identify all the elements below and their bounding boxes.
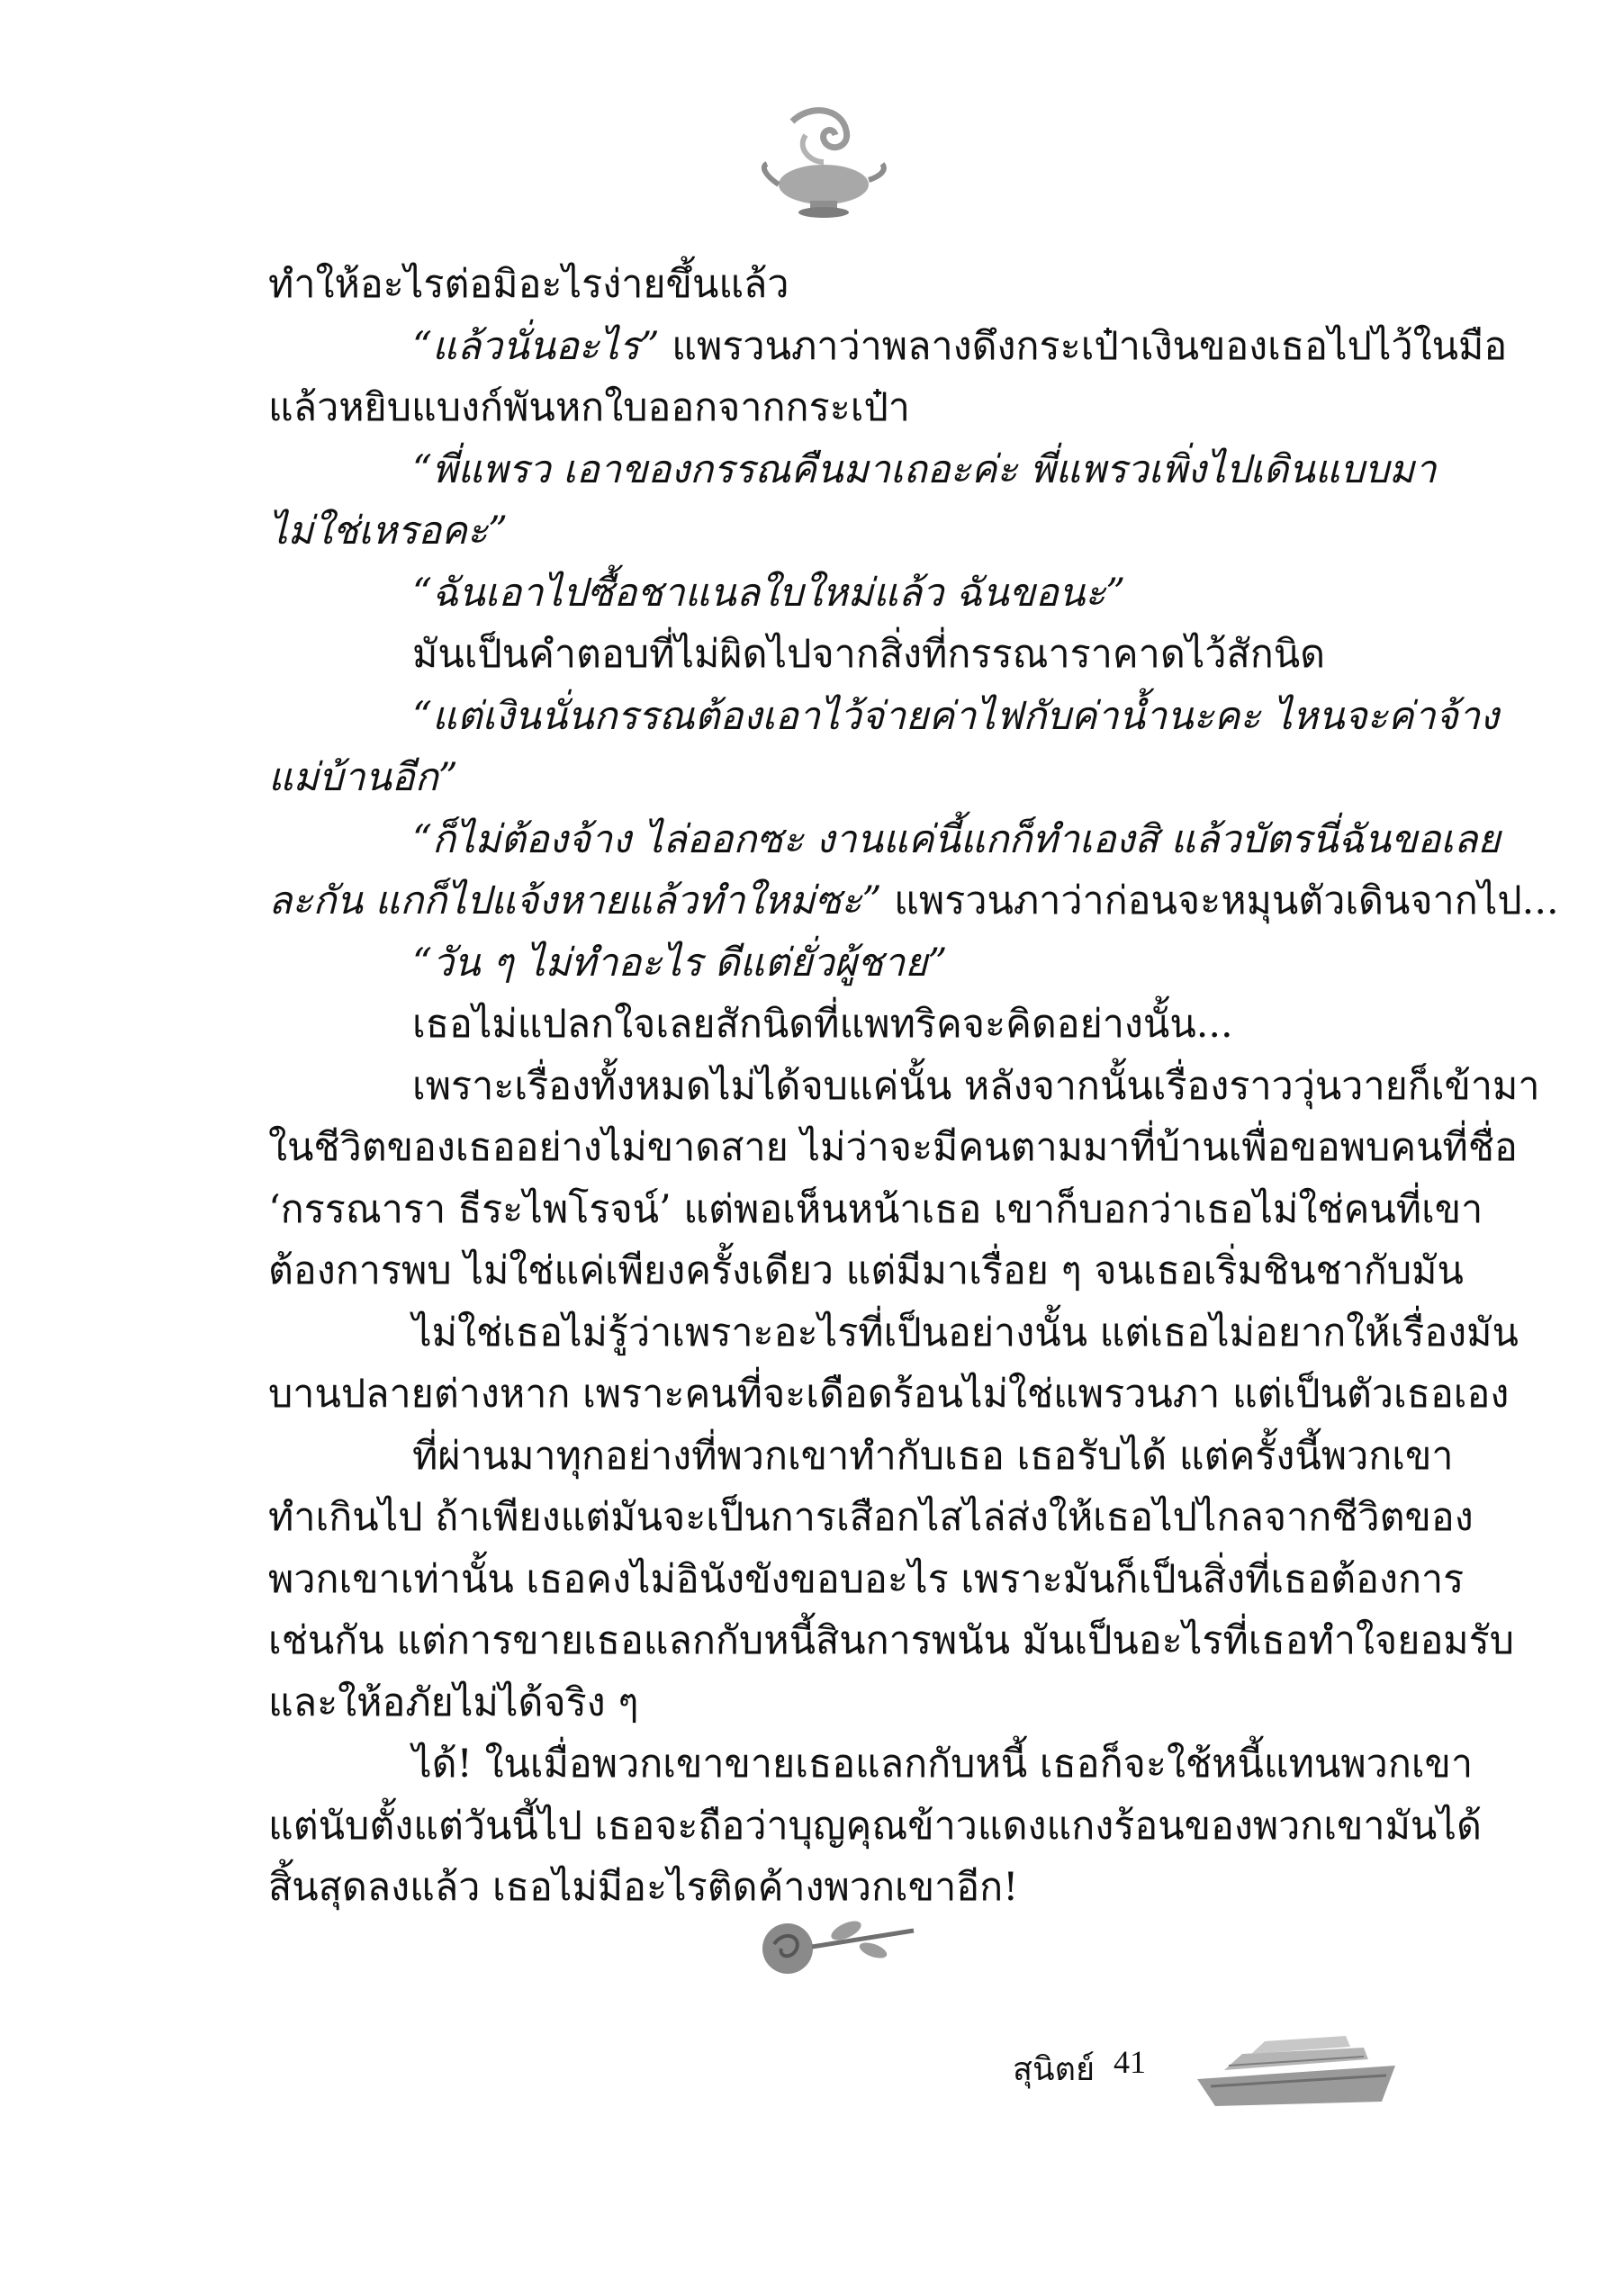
text-line	[268, 1487, 1474, 1549]
cruise-ship-icon	[1188, 2016, 1404, 2124]
narration-text: ทำเกินไป ถ้าเพียงแต่มันจะเป็นการเสือกไสไล่ส่งให้เธอไปไกลจากชีวิตของ	[268, 1495, 1474, 1540]
text-line	[268, 439, 1437, 501]
text-line	[268, 1549, 1465, 1611]
narration-text: ทำให้อะไรต่อมิอะไรง่ายขึ้นแล้ว	[268, 262, 789, 307]
narration-text: แพรวนภาว่าก่อนจะหมุนตัวเดินจากไป...	[881, 878, 1559, 923]
text-line	[268, 932, 1393, 995]
narration-text: เช่นกัน แต่การขายเธอแลกกับหนี้สินการพนัน มันเป็นอะไรที่เธอทำใจยอมรับ	[268, 1618, 1514, 1663]
text-line	[268, 1117, 1518, 1179]
genie-lamp-icon	[756, 99, 891, 225]
dialogue-text: ไม่ใช่เหรอคะ”	[268, 509, 508, 554]
text-line	[268, 809, 1501, 871]
text-line	[268, 1364, 1510, 1426]
narration-text: ไม่ใช่เธอไม่รู้ว่าเพราะอะไรที่เป็นอย่างนั้น แต่เธอไม่อยากให้เรื่องมัน	[412, 1310, 1519, 1355]
text-line	[268, 1240, 1464, 1302]
text-line	[268, 1796, 1482, 1858]
narration-text: มันเป็นคำตอบที่ไม่ผิดไปจากสิ่งที่กรรณาราคาดไว้สักนิด	[412, 632, 1326, 677]
page-number: 41	[1114, 2044, 1146, 2080]
text-line	[268, 1426, 1454, 1488]
text-line	[268, 994, 1393, 1056]
text-line	[268, 624, 1393, 686]
dialogue-text: “วัน ๆ ไม่ทำอะไร ดีแต่ยั่วผู้ชาย”	[412, 940, 948, 986]
dialogue-text: “แต่เงินนั่นกรรณต้องเอาไว้จ่ายค่าไฟกับค่าน้ำนะคะ ไหนจะค่าจ้าง	[412, 693, 1500, 739]
text-line	[268, 1733, 1474, 1796]
text-line	[268, 500, 1393, 563]
narration-text: แล้วหยิบแบงก์พันหกใบออกจากกระเป๋า	[268, 385, 910, 430]
dialogue-text: “แล้วนั่นอะไร”	[412, 323, 660, 369]
rose-icon	[747, 1904, 918, 1989]
dialogue-text: “พี่แพรว เอาของกรรณคืนมาเถอะค่ะ พี่แพรวเพิ่งไปเดินแบบมา	[412, 446, 1437, 492]
text-line	[268, 686, 1500, 748]
dialogue-text: ละกัน แกก็ไปแจ้งหายแล้วทำใหม่ซะ”	[268, 878, 882, 923]
text-line	[268, 1302, 1519, 1364]
body-text	[268, 254, 1559, 1919]
narration-text: ‘กรรณารา ธีระไพโรจน์’ แต่พอเห็นหน้าเธอ เขาก็บอกว่าเธอไม่ใช่คนที่เขา	[268, 1186, 1483, 1232]
narration-text: สิ้นสุดลงแล้ว เธอไม่มีอะไรติดค้างพวกเขาอีก!	[268, 1865, 1019, 1910]
narration-text: ในชีวิตของเธออย่างไม่ขาดสาย ไม่ว่าจะมีคนตามมาที่บ้านเพื่อขอพบคนที่ชื่อ	[268, 1125, 1518, 1170]
narration-text: ที่ผ่านมาทุกอย่างที่พวกเขาทำกับเธอ เธอรับได้ แต่ครั้งนี้พวกเขา	[412, 1433, 1454, 1479]
text-line	[268, 254, 1393, 316]
narration-text: ได้! ในเมื่อพวกเขาขายเธอแลกกับหนี้ เธอก็จะใช้หนี้แทนพวกเขา	[412, 1742, 1474, 1787]
narration-text: เธอไม่แปลกใจเลยสักนิดที่แพทริคจะคิดอย่างนั้น...	[412, 1002, 1233, 1047]
narration-text: ต้องการพบ ไม่ใช่แค่เพียงครั้งเดียว แต่มีมาเรื่อย ๆ จนเธอเริ่มชินชากับมัน	[268, 1248, 1464, 1293]
text-line	[268, 1179, 1483, 1241]
text-line	[268, 1056, 1540, 1118]
text-line	[268, 870, 1559, 932]
text-line	[268, 316, 1508, 378]
text-line	[268, 1672, 1393, 1734]
narration-text: เพราะเรื่องทั้งหมดไม่ได้จบแค่นั้น หลังจากนั้นเรื่องราววุ่นวายก็เข้ามา	[412, 1063, 1540, 1109]
narration-text: พวกเขาเท่านั้น เธอคงไม่อินังขังขอบอะไร เพราะมันก็เป็นสิ่งที่เธอต้องการ	[268, 1556, 1465, 1602]
narration-text: แต่นับตั้งแต่วันนี้ไป เธอจะถือว่าบุญคุณข้าวแดงแกงร้อนของพวกเขามันได้	[268, 1803, 1482, 1849]
text-line	[268, 563, 1393, 625]
narration-text: และให้อภัยไม่ได้จริง ๆ	[268, 1679, 639, 1725]
dialogue-text: “ก็ไม่ต้องจ้าง ไล่ออกซะ งานแค่นี้แกก็ทำเองสิ แล้วบัตรนี่ฉันขอเลย	[412, 816, 1501, 862]
footer-author: สุนิตย์	[1013, 2051, 1096, 2088]
dialogue-text: แม่บ้านอีก”	[268, 755, 458, 800]
narration-text: บานปลายต่างหาก เพราะคนที่จะเดือดร้อนไม่ใช่แพรวนภา แต่เป็นตัวเธอเอง	[268, 1372, 1510, 1417]
text-line	[268, 1610, 1514, 1672]
text-line	[268, 377, 1393, 439]
narration-text: แพรวนภาว่าพลางดึงกระเป๋าเงินของเธอไปไว้ในมือ	[659, 323, 1508, 369]
dialogue-text: “ฉันเอาไปซื้อชาแนลใบใหม่แล้ว ฉันขอนะ”	[412, 570, 1126, 616]
text-line	[268, 747, 1393, 809]
